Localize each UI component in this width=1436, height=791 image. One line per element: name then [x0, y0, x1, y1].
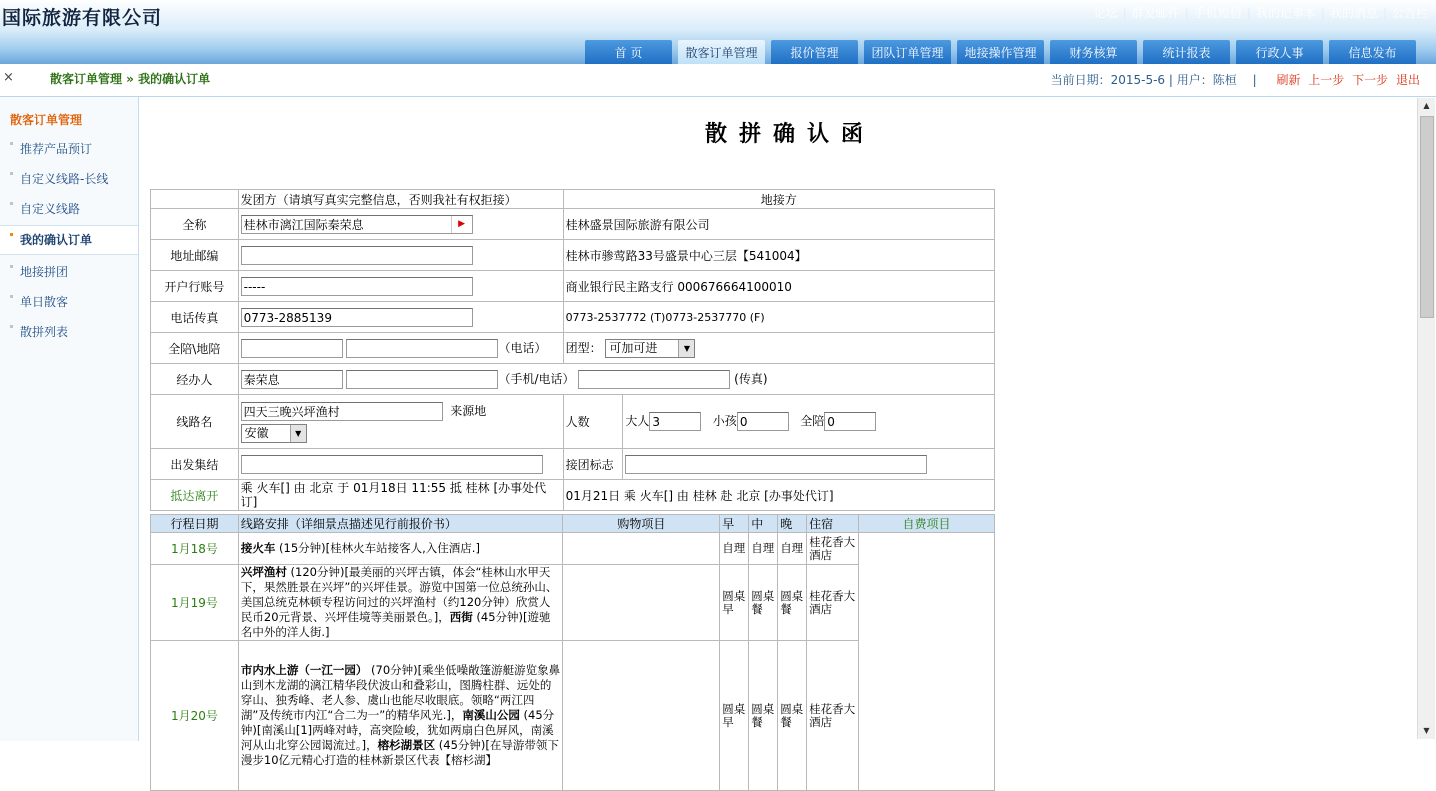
date-user-info: 当前日期：2015-5-6 | 用户：陈桓 [1050, 73, 1237, 87]
dinner-cell: 圆桌餐 [778, 565, 807, 641]
itinerary-date: 1月20号 [151, 641, 239, 791]
hotel-cell: 桂花香大酒店 [807, 533, 859, 565]
source-select[interactable]: 安徽 ▼ [241, 424, 307, 443]
tab-individual-orders[interactable]: 散客订单管理 [678, 40, 765, 64]
dinner-cell: 圆桌餐 [778, 641, 807, 791]
chevron-down-icon[interactable]: ▼ [290, 425, 306, 442]
departure-label: 出发集结 [151, 449, 239, 480]
address-input[interactable] [241, 246, 473, 265]
col-hotel: 住宿 [807, 515, 859, 533]
breakfast-cell: 圆桌早 [720, 565, 749, 641]
sidebar-item-custom-route[interactable]: 自定义线路 [0, 195, 138, 223]
top-link-forum[interactable]: 论坛 [1093, 6, 1118, 20]
handler-phone-hint: （手机/电话） [498, 371, 575, 386]
breadcrumb-bar [0, 64, 1436, 97]
col-extra: 自费项目 [859, 515, 995, 533]
guide-name-input[interactable] [241, 339, 343, 358]
top-link-sms[interactable]: 手机短信 [1193, 6, 1242, 20]
col-date: 行程日期 [151, 515, 239, 533]
scroll-up-icon[interactable]: ▲ [1423, 101, 1430, 110]
handler-label: 经办人 [151, 364, 239, 395]
breadcrumb: 散客订单管理 » 我的确认订单 [50, 72, 211, 86]
bullet-icon [10, 202, 13, 205]
breakfast-cell: 自理 [720, 533, 749, 565]
bullet-icon [10, 265, 13, 268]
sidebar-item-confirmed-orders[interactable]: 我的确认订单 [0, 225, 138, 255]
arrival-label: 抵达离开 [151, 480, 239, 511]
tab-group-orders[interactable]: 团队订单管理 [864, 40, 951, 64]
refresh-link[interactable]: 刷新 [1276, 73, 1301, 87]
guide-phone-hint: （电话） [498, 340, 547, 355]
handler-fax-hint: (传真) [734, 371, 768, 386]
adult-label: 大人 [625, 414, 650, 428]
col-lunch: 中 [749, 515, 778, 533]
sidebar [0, 97, 139, 741]
child-label: 小孩 [712, 414, 737, 428]
col-shopping: 购物项目 [563, 515, 720, 533]
lunch-cell: 自理 [749, 533, 778, 565]
guide-label: 全陪\地陪 [151, 333, 239, 364]
app-title: 国际旅游有限公司 [2, 7, 163, 29]
breakfast-cell: 圆桌早 [720, 641, 749, 791]
bullet-icon [10, 295, 13, 298]
hotel-cell: 桂花香大酒店 [807, 565, 859, 641]
dinner-cell: 自理 [778, 533, 807, 565]
top-link-bulletin[interactable]: 公告栏 [1391, 6, 1428, 20]
handler-name-input[interactable]: 秦荣息 [241, 370, 343, 389]
tab-home[interactable]: 首 页 [585, 40, 672, 64]
receiver-bank: 商业银行民主路支行 000676664100010 [563, 271, 994, 302]
receiver-header: 地接方 [563, 190, 994, 209]
pickup-sign-input[interactable] [625, 455, 927, 474]
tab-finance[interactable]: 财务核算 [1050, 40, 1137, 64]
sidebar-item-group-list[interactable]: 散拼列表 [0, 318, 138, 346]
logout-link[interactable]: 退出 [1395, 73, 1420, 87]
vertical-scrollbar[interactable] [1417, 98, 1435, 739]
bullet-icon [10, 325, 13, 328]
pickup-label: 接团标志 [563, 449, 623, 480]
tab-hr[interactable]: 行政人事 [1236, 40, 1323, 64]
main-nav [585, 40, 1422, 64]
confirmation-form [150, 189, 995, 511]
app-header [0, 0, 1436, 64]
sidebar-title: 散客订单管理 [10, 113, 83, 127]
arrival-info: 乘 火车[] 由 北京 于 01月18日 11:55 抵 桂林 [办事处代订] [238, 480, 563, 511]
route-label: 线路名 [151, 395, 239, 449]
itinerary-row [151, 533, 995, 565]
scroll-down-icon[interactable]: ▼ [1423, 726, 1430, 735]
phone-input[interactable]: 0773-2885139 [241, 308, 473, 327]
lunch-cell: 圆桌餐 [749, 641, 778, 791]
itinerary-desc: 接火车 (15分钟)[桂林火车站接客人,入住酒店.] [238, 533, 563, 565]
status-separator: | [1252, 73, 1257, 87]
sidebar-item-custom-long[interactable]: 自定义线路-长线 [0, 165, 138, 193]
guide-phone-input[interactable] [346, 339, 498, 358]
main-content [139, 97, 1421, 767]
chevron-down-icon[interactable]: ▼ [678, 340, 694, 357]
phone-label: 电话传真 [151, 302, 239, 333]
receiver-phone: 0773-2537772 (T)0773-2537770 (F) [563, 302, 994, 333]
fullname-input[interactable]: 桂林市漓江国际秦荣息 ▶ [241, 215, 473, 234]
tab-quotes[interactable]: 报价管理 [771, 40, 858, 64]
col-dinner: 晚 [778, 515, 807, 533]
col-breakfast: 早 [720, 515, 749, 533]
escort-input[interactable]: 0 [824, 412, 876, 431]
status-bar [1051, 71, 1420, 88]
bank-input[interactable]: ----- [241, 277, 473, 296]
sidebar-item-local-group[interactable]: 地接拼团 [0, 258, 138, 286]
handler-fax-input[interactable] [578, 370, 730, 389]
close-icon[interactable]: × [3, 70, 14, 85]
handler-phone-input[interactable] [346, 370, 498, 389]
escort-label: 全陪 [800, 414, 825, 428]
departure-input[interactable] [241, 455, 543, 474]
play-arrow-icon[interactable]: ▶ [451, 216, 472, 233]
back-link[interactable]: 上一步 [1308, 73, 1345, 87]
col-route: 线路安排（详细景点描述见行前报价书） [238, 515, 563, 533]
source-label: 来源地 [450, 403, 487, 418]
top-links: 论坛 | 群发邮件 | 手机短信 | 我的记事本 | 我的消息 | 公告栏 [1093, 6, 1428, 20]
document-title: 散拼确认函 [705, 121, 876, 147]
bullet-icon [10, 172, 13, 175]
group-type-label: 团型： [565, 340, 602, 355]
child-input[interactable]: 0 [737, 412, 789, 431]
bullet-icon [10, 233, 13, 236]
scrollbar-thumb[interactable] [1420, 116, 1434, 318]
itinerary-table [150, 514, 995, 791]
top-link-mass-mail[interactable]: 群发邮件 [1131, 6, 1180, 20]
address-label: 地址邮编 [151, 240, 239, 271]
fullname-label: 全称 [151, 209, 239, 240]
bullet-icon [10, 142, 13, 145]
hotel-cell: 桂花香大酒店 [807, 641, 859, 791]
sidebar-item-single-day[interactable]: 单日散客 [0, 288, 138, 316]
itinerary-date: 1月19号 [151, 565, 239, 641]
top-link-notebook[interactable]: 我的记事本 [1255, 6, 1316, 20]
lunch-cell: 圆桌餐 [749, 565, 778, 641]
adult-input[interactable]: 3 [649, 412, 701, 431]
route-input[interactable]: 四天三晚兴坪渔村 [241, 402, 443, 421]
tab-reports[interactable]: 统计报表 [1143, 40, 1230, 64]
itinerary-date: 1月18号 [151, 533, 239, 565]
top-link-messages[interactable]: 我的消息 [1329, 6, 1378, 20]
tab-publish[interactable]: 信息发布 [1329, 40, 1416, 64]
receiver-fullname: 桂林盛景国际旅游有限公司 [563, 209, 994, 240]
itinerary-desc: 兴坪渔村 (120分钟)[最美丽的兴坪古镇，体会“桂林山水甲天下，果然胜景在兴坪”的兴坪佳景。游览中国第一位总统孙山、美国总统克林顿专程访问过的兴坪渔村（约120分钟）欣赏人民币20元背景、兴坪佳境等美丽景色。]，西街 (45分钟)[遊驰名中外的洋人街.] [238, 565, 563, 641]
sidebar-item-recommended[interactable]: 推荐产品预订 [0, 135, 138, 163]
extra-items-cell [859, 533, 995, 791]
itinerary-desc: 市内水上游（一江一园） (70分钟)[乘坐低噪敞篷游艇游览象鼻山到木龙湖的漓江精华段伏波山和叠彩山，图腾柱群、远处的穿山、独秀峰、老人参、虞山也能尽收眼底。领略“两江四湖”及传统市内江“合二为一”的精华风光.]，南溪山公园 (45分钟)[南溪山[1]两峰对峙，高突险峻，犹如两扇白色屏风，南溪河从山北穿公园谒流过。]，榕杉湖景区 (45分钟)[在导游带领下漫步10亿元精心打造的桂林新景区代表【榕杉湖】 [238, 641, 563, 791]
people-label: 人数 [563, 395, 623, 449]
tab-local-operations[interactable]: 地接操作管理 [957, 40, 1044, 64]
forward-link[interactable]: 下一步 [1352, 73, 1389, 87]
bank-label: 开户行账号 [151, 271, 239, 302]
departure-info: 01月21日 乘 火车[] 由 桂林 赴 北京 [办事处代订] [563, 480, 994, 511]
sender-header: 发团方（请填写真实完整信息，否则我社有权拒接） [238, 190, 563, 209]
group-type-select[interactable]: 可加可进 ▼ [605, 339, 695, 358]
receiver-address: 桂林市骖莺路33号盛景中心三层【541004】 [563, 240, 994, 271]
